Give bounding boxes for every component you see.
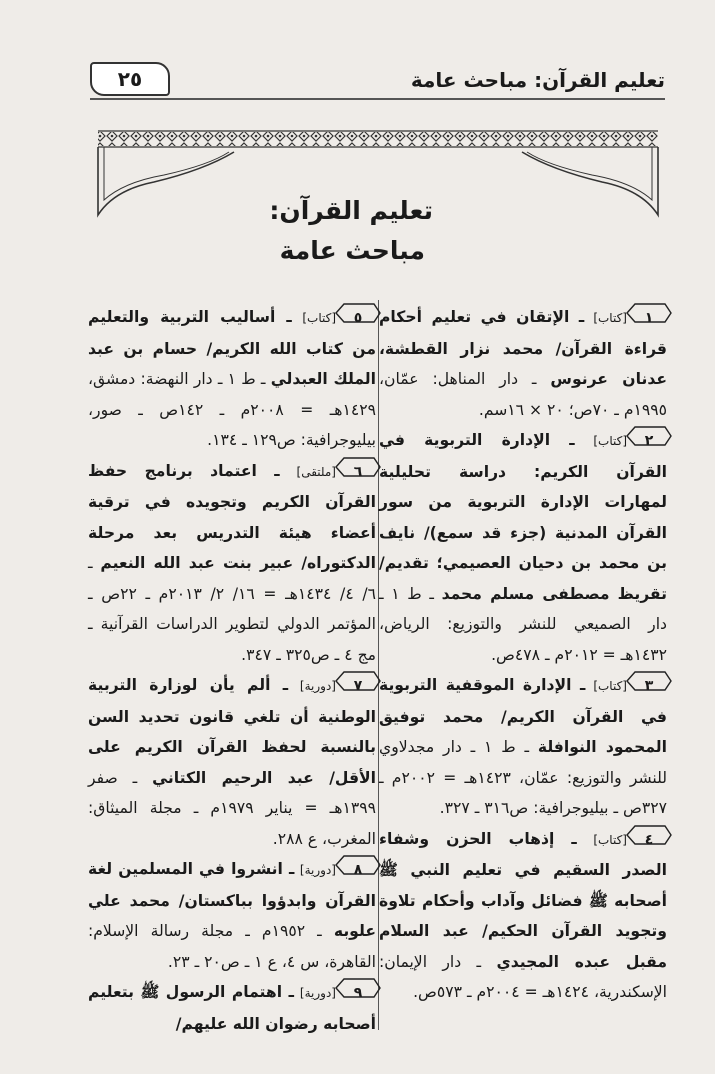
badge-outline-icon	[625, 302, 673, 324]
bibliography-entry	[88, 456, 376, 671]
entry-number-badge: ٢	[631, 425, 667, 456]
bibliography-entry	[379, 425, 667, 670]
entry-details: ـ ٦/ ٤/ ١٤٣٤هـ = ١٦/ ٢/ ٢٠١٣م ـ ٢٢ص ـ المؤتمر الدولي لتطوير الدراسات القرآنية ـ مج ٤ ـ ص٣٢٥ ـ ٣٤٧.	[88, 554, 376, 664]
entry-type: [كتاب]	[302, 311, 336, 325]
entry-number-badge: ٧	[340, 670, 376, 701]
entry-details: ـ ط ١ ـ دار مجدلاوي للنشر والتوزيع: عمّان، ١٤٢٣هـ = ٢٠٠٢م ـ ٣٢٧ص ـ بيليوجرافية: ص٣١٦ ـ ٣٢٧.	[379, 738, 668, 817]
bibliography-entry	[379, 824, 667, 1008]
entry-number-badge: ٦	[340, 456, 376, 487]
entry-details: ـ ط ١ ـ دار النهضة: دمشق، ١٤٢٩هـ = ٢٠٠٨م ـ ١٤٢ص ـ صور، بيليوجرافية: ص١٢٩ ـ ١٣٤.	[88, 370, 377, 449]
right-column	[379, 302, 667, 1008]
entry-number-badge: ٣	[631, 670, 667, 701]
badge-outline-icon	[334, 456, 382, 478]
page-number: ٢٥	[117, 67, 143, 91]
entry-details: ـ دار المناهل: عمّان، ١٩٩٥م ـ ٧٠ص؛ ٢٠ × ١٦سم.	[379, 370, 667, 419]
entry-title: ـ انشروا في المسلمين لغة القرآن وابدؤوا بباكستان/ محمد علي علوبه	[88, 860, 376, 940]
entry-type: [دورية]	[299, 986, 336, 1000]
entry-number-badge: ٥	[340, 302, 376, 333]
badge-outline-icon	[625, 824, 673, 846]
bibliography-entry	[88, 302, 376, 456]
section-title: تعليم القرآن:	[269, 196, 433, 225]
entry-type: [كتاب]	[593, 434, 627, 448]
entry-type: [كتاب]	[593, 832, 627, 847]
badge-outline-icon	[625, 425, 673, 447]
page-header	[90, 60, 665, 100]
entry-type: [كتاب]	[593, 311, 627, 325]
entry-details: ـ دار الإيمان: الإسكندرية، ١٤٢٤هـ = ٢٠٠٤م ـ ٥٧٣ص.	[379, 952, 667, 1001]
entry-title: ـ اهتمام الرسول ﷺ بتعليم أصحابه رضوان الله عليهم/	[88, 983, 376, 1033]
entry-title: ـ أساليب التربية والتعليم من كتاب الله الكريم/ حسام بن عبد الملك العبدلي	[88, 308, 376, 388]
bibliography-entry	[379, 302, 667, 425]
badge-outline-icon	[334, 302, 382, 324]
entry-type: [دورية]	[299, 863, 336, 877]
entry-type: [ملتقى]	[296, 464, 336, 479]
badge-outline-icon	[334, 670, 382, 692]
entry-title: ـ الإتقان في تعليم أحكام قراءة القرآن/ محمد نزار القطشة، عدنان عرنوس	[379, 308, 667, 388]
section-subtitle: مباحث عامة	[279, 236, 425, 265]
entry-number-badge: ٤	[631, 824, 667, 855]
header-rule	[90, 98, 665, 100]
entry-title: ـ اعتماد برنامج حفظ القرآن الكريم وتجويده في ترقية أعضاء هيئة التدريس بعد مرحلة الدكتوراه/ عبير بنت عبد الله النعيم	[88, 461, 376, 572]
entry-title: ـ ألم يأن لوزارة التربية الوطنية أن تلغي قانون تحديد السن بالنسبة لحفظ القرآن الكريم على الأقل/ عبد الرحيم الكتاني	[88, 676, 376, 787]
entry-title: ـ الإدارة التربوية في القرآن الكريم: دراسة تحليلية لمهارات الإدارة التربوية من سور القرآن المدنية (جزء قد سمع)/ نايف بن محمد بن دحيان العصيمي؛ تقديم/تقريظ مصطفى مسلم محمد	[379, 431, 667, 603]
entry-number-badge: ٩	[340, 977, 376, 1008]
entry-details: ـ ١٩٥٢م ـ مجلة رسالة الإسلام: القاهرة، س ٤، ع ١ ـ ص٢٠ ـ ٢٣.	[88, 922, 376, 971]
entry-title: ـ إذهاب الحزن وشفاء الصدر السقيم في تعليم النبي ﷺ أصحابه ﷺ فضائل وآداب وأحكام تلاوة وتجويد القرآن الحكيم/ عبد السلام مقبل عبده المجيدي	[379, 829, 668, 971]
running-title: تعليم القرآن: مباحث عامة	[410, 68, 665, 92]
entry-type: [دورية]	[299, 679, 336, 693]
bibliography-entry	[88, 854, 376, 977]
left-column	[88, 302, 376, 1039]
badge-outline-icon	[334, 977, 382, 999]
bibliography-entry	[88, 977, 376, 1039]
badge-outline-icon	[625, 670, 673, 692]
entry-number-badge: ٨	[340, 854, 376, 885]
badge-outline-icon	[334, 854, 382, 876]
bibliography-entry	[88, 670, 376, 854]
entry-number-badge: ١	[631, 302, 667, 333]
entry-details: ـ ط ١ ـ دار الصميعي للنشر والتوزيع: الرياض، ١٤٣٢هـ = ٢٠١٢م ـ ٤٧٨ص.	[379, 584, 667, 664]
entry-details: ـ صفر ١٣٩٩هـ = يناير ١٩٧٩م ـ مجلة الميثاق: المغرب، ع ٢٨٨.	[88, 768, 376, 848]
page-number-box	[90, 62, 170, 96]
entry-type: [كتاب]	[593, 679, 627, 693]
entry-title: ـ الإدارة الموقفية التربوية في القرآن الكريم/ محمد توفيق المحمود النوافلة	[379, 676, 667, 756]
bibliography-entry	[379, 670, 667, 824]
